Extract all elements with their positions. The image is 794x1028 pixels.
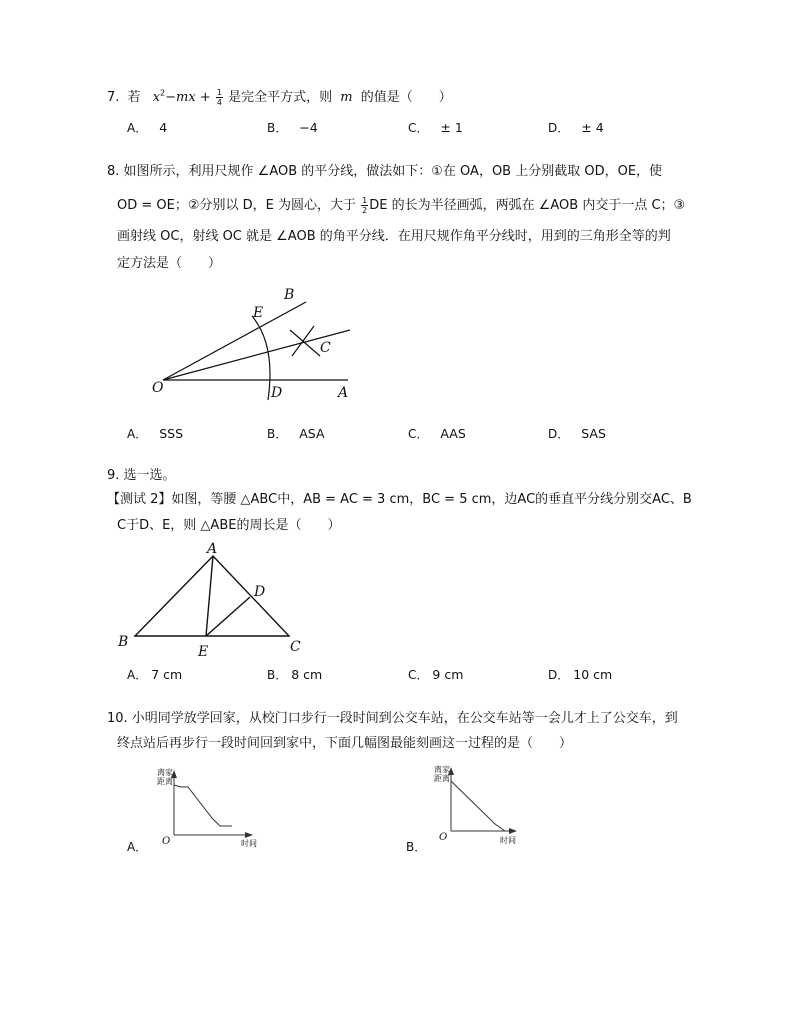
q7-text-1: 是完全平方式，则: [228, 90, 333, 105]
q8-fraction: $\frac{1}{2}$: [362, 196, 368, 215]
q8-label-o: O: [152, 380, 164, 396]
q8-option-a: A． SSS: [127, 426, 184, 441]
q10-graph-a-xlabel: 时间: [241, 839, 257, 848]
q9-label-e: E: [198, 644, 209, 660]
q10-graph-b-ylabel-2: 距离: [434, 774, 450, 783]
q8-option-c: C． AAS: [408, 426, 466, 441]
q10-graph-a-ylabel-2: 距离: [157, 777, 173, 786]
q9-line-3: C于D、E，则 △ABE的周长是（ ）: [117, 518, 341, 533]
q8-label-b: B: [284, 287, 295, 303]
q10-option-b-label: B．: [406, 840, 427, 854]
q10-option-a-label: A．: [127, 840, 148, 854]
q9-line-1: 9. 选一选。: [107, 468, 176, 483]
q9-option-c: C． 9 cm: [408, 667, 464, 682]
q10-line-2: 终点站后再步行一段时间回到家中，下面几幅图最能刻画这一过程的是（ ）: [117, 736, 573, 751]
q9-label-d: D: [254, 584, 266, 600]
q10-graph-b-origin: O: [439, 832, 448, 843]
q7-expr-x: x: [152, 90, 161, 105]
q8-option-d: D． SAS: [548, 426, 606, 441]
q7-option-b: B． −4: [267, 120, 318, 135]
q8-label-d: D: [271, 385, 283, 401]
q8-line-3: 画射线 OC，射线 OC 就是 ∠AOB 的角平分线．在用尺规作角平分线时，用到的三角形全等的判: [117, 229, 671, 244]
q8-label-a: A: [338, 385, 349, 401]
q7-expr-rest: −mx +: [165, 90, 211, 105]
q7-option-a: A． 4: [127, 120, 168, 135]
q10-graph-b-xlabel: 时间: [500, 836, 516, 845]
q8-line-2: OD = OE；②分别以 D，E 为圆心，大于 $\frac{1}{2}$ DE 的长为半径画弧，两弧在 ∠AOB 内交于一点 C；③: [117, 196, 686, 215]
q9-option-a: A． 7 cm: [127, 667, 183, 682]
q9-label-c: C: [290, 639, 301, 655]
q9-option-b: B． 8 cm: [267, 667, 323, 682]
q10-line-1: 10. 小明同学放学回家，从校门口步行一段时间到公交车站，在公交车站等一会儿才上了公交车，到: [107, 711, 678, 726]
q7-var-m: m: [340, 90, 353, 105]
q7-text-2: 的值是（ ）: [360, 90, 452, 105]
q7-option-c: C． ± 1: [408, 120, 463, 135]
q10-graph-b-ylabel-1: 离家: [434, 765, 450, 774]
q8-line-1: 8. 如图所示，利用尺规作 ∠AOB 的平分线，做法如下：①在 OA，OB 上分别截取 OD，OE，使: [107, 164, 663, 179]
q8-label-c: C: [320, 340, 331, 356]
q9-label-b: B: [118, 634, 129, 650]
q8-label-e: E: [253, 305, 264, 321]
q8-option-b: B． ASA: [267, 426, 325, 441]
q7-number: 7.: [107, 90, 120, 105]
q10-graph-a-origin: O: [162, 836, 171, 847]
q8-line-4: 定方法是（ ）: [117, 256, 222, 271]
q9-label-a: A: [207, 541, 218, 557]
q7-expr-sup: 2: [160, 88, 166, 98]
q7-option-d: D． ± 4: [548, 120, 604, 135]
q7-prefix: 若: [127, 90, 141, 105]
q9-line-2: 【测试 2】如图，等腰 △ABC中，AB = AC = 3 cm，BC = 5 cm，边AC的垂直平分线分别交AC、B: [107, 492, 692, 507]
q10-graph-a-ylabel-1: 离家: [157, 768, 173, 777]
q7-fraction: $\frac{1}{4}$: [216, 88, 222, 107]
q9-option-d: D． 10 cm: [548, 667, 613, 682]
